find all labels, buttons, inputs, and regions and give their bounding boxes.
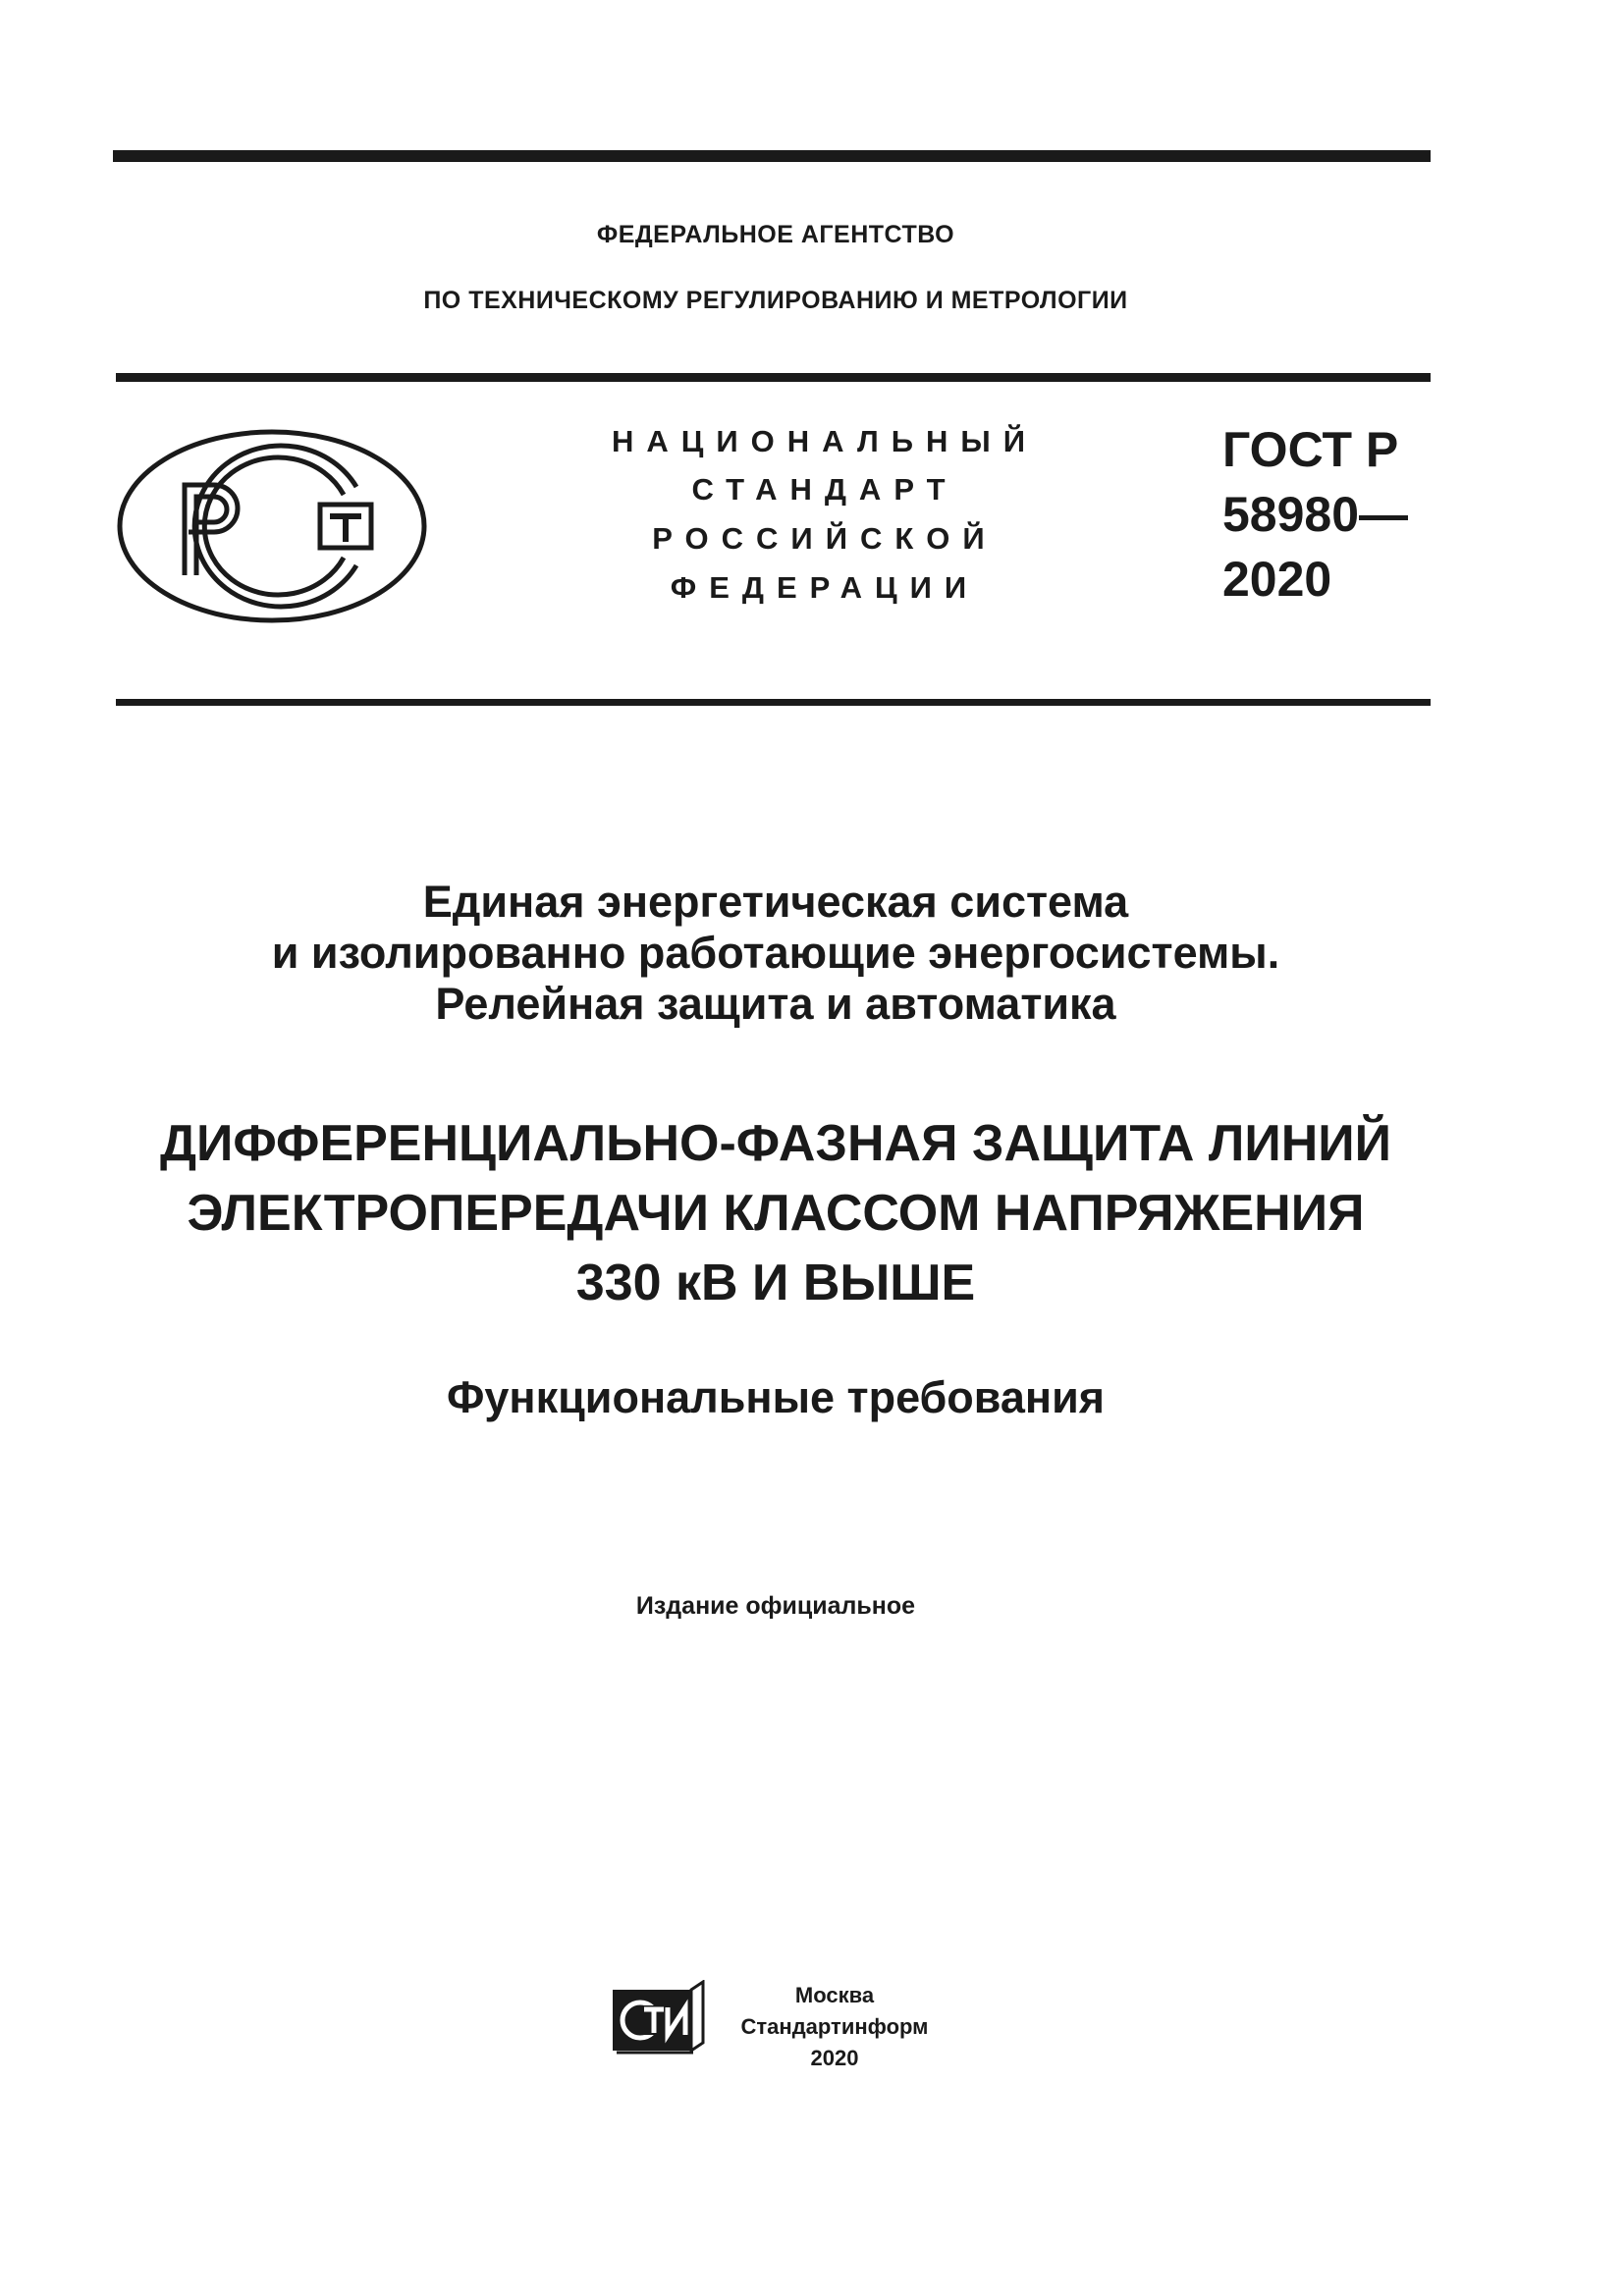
subtitle-line-2: и изолированно работающие энергосистемы. — [271, 928, 1280, 978]
title-line-3: 330 кВ И ВЫШЕ — [575, 1255, 976, 1311]
publisher-city: Москва — [794, 1983, 875, 2007]
designation-line-1: ГОСТ Р — [1222, 422, 1399, 477]
agency-line-2: ПО ТЕХНИЧЕСКОМУ РЕГУЛИРОВАНИЮ И МЕТРОЛОГИИ — [423, 287, 1128, 314]
designation-line-2: 58980— — [1222, 487, 1409, 542]
subtitle-line-3: Релейная защита и автоматика — [435, 979, 1116, 1029]
top-rule — [113, 150, 1431, 162]
title-line-2: ЭЛЕКТРОПЕРЕДАЧИ КЛАССОМ НАПРЯЖЕНИЯ — [187, 1185, 1365, 1242]
rst-emblem-icon — [116, 428, 428, 624]
publisher — [727, 1980, 943, 2074]
designation-line-3: 2020 — [1222, 552, 1332, 607]
agency-line-1: ФЕДЕРАЛЬНОЕ АГЕНТСТВО — [596, 221, 955, 248]
standartinform-logo-icon — [611, 1980, 705, 2055]
subtitle — [0, 877, 1551, 1030]
subtitle-line-1: Единая энергетическая система — [422, 877, 1129, 927]
standard-type-line-3: РОССИЙСКОЙ — [652, 521, 998, 556]
title-line-1: ДИФФЕРЕНЦИАЛЬНО-ФАЗНАЯ ЗАЩИТА ЛИНИЙ — [159, 1115, 1392, 1172]
middle-rule — [116, 373, 1431, 382]
standard-type-line-2: СТАНДАРТ — [691, 472, 958, 507]
designation — [1222, 417, 1408, 612]
edition-label: Издание официальное — [635, 1592, 916, 1620]
standard-type-line-1: НАЦИОНАЛЬНЫЙ — [611, 424, 1039, 458]
publisher-name: Стандартинформ — [740, 2014, 929, 2039]
requirements-title: Функциональные требования — [447, 1372, 1105, 1422]
main-title — [0, 1109, 1551, 1318]
standard-type-line-4: ФЕДЕРАЦИИ — [670, 570, 980, 605]
bottom-rule — [116, 699, 1431, 706]
publisher-year: 2020 — [810, 2046, 859, 2070]
